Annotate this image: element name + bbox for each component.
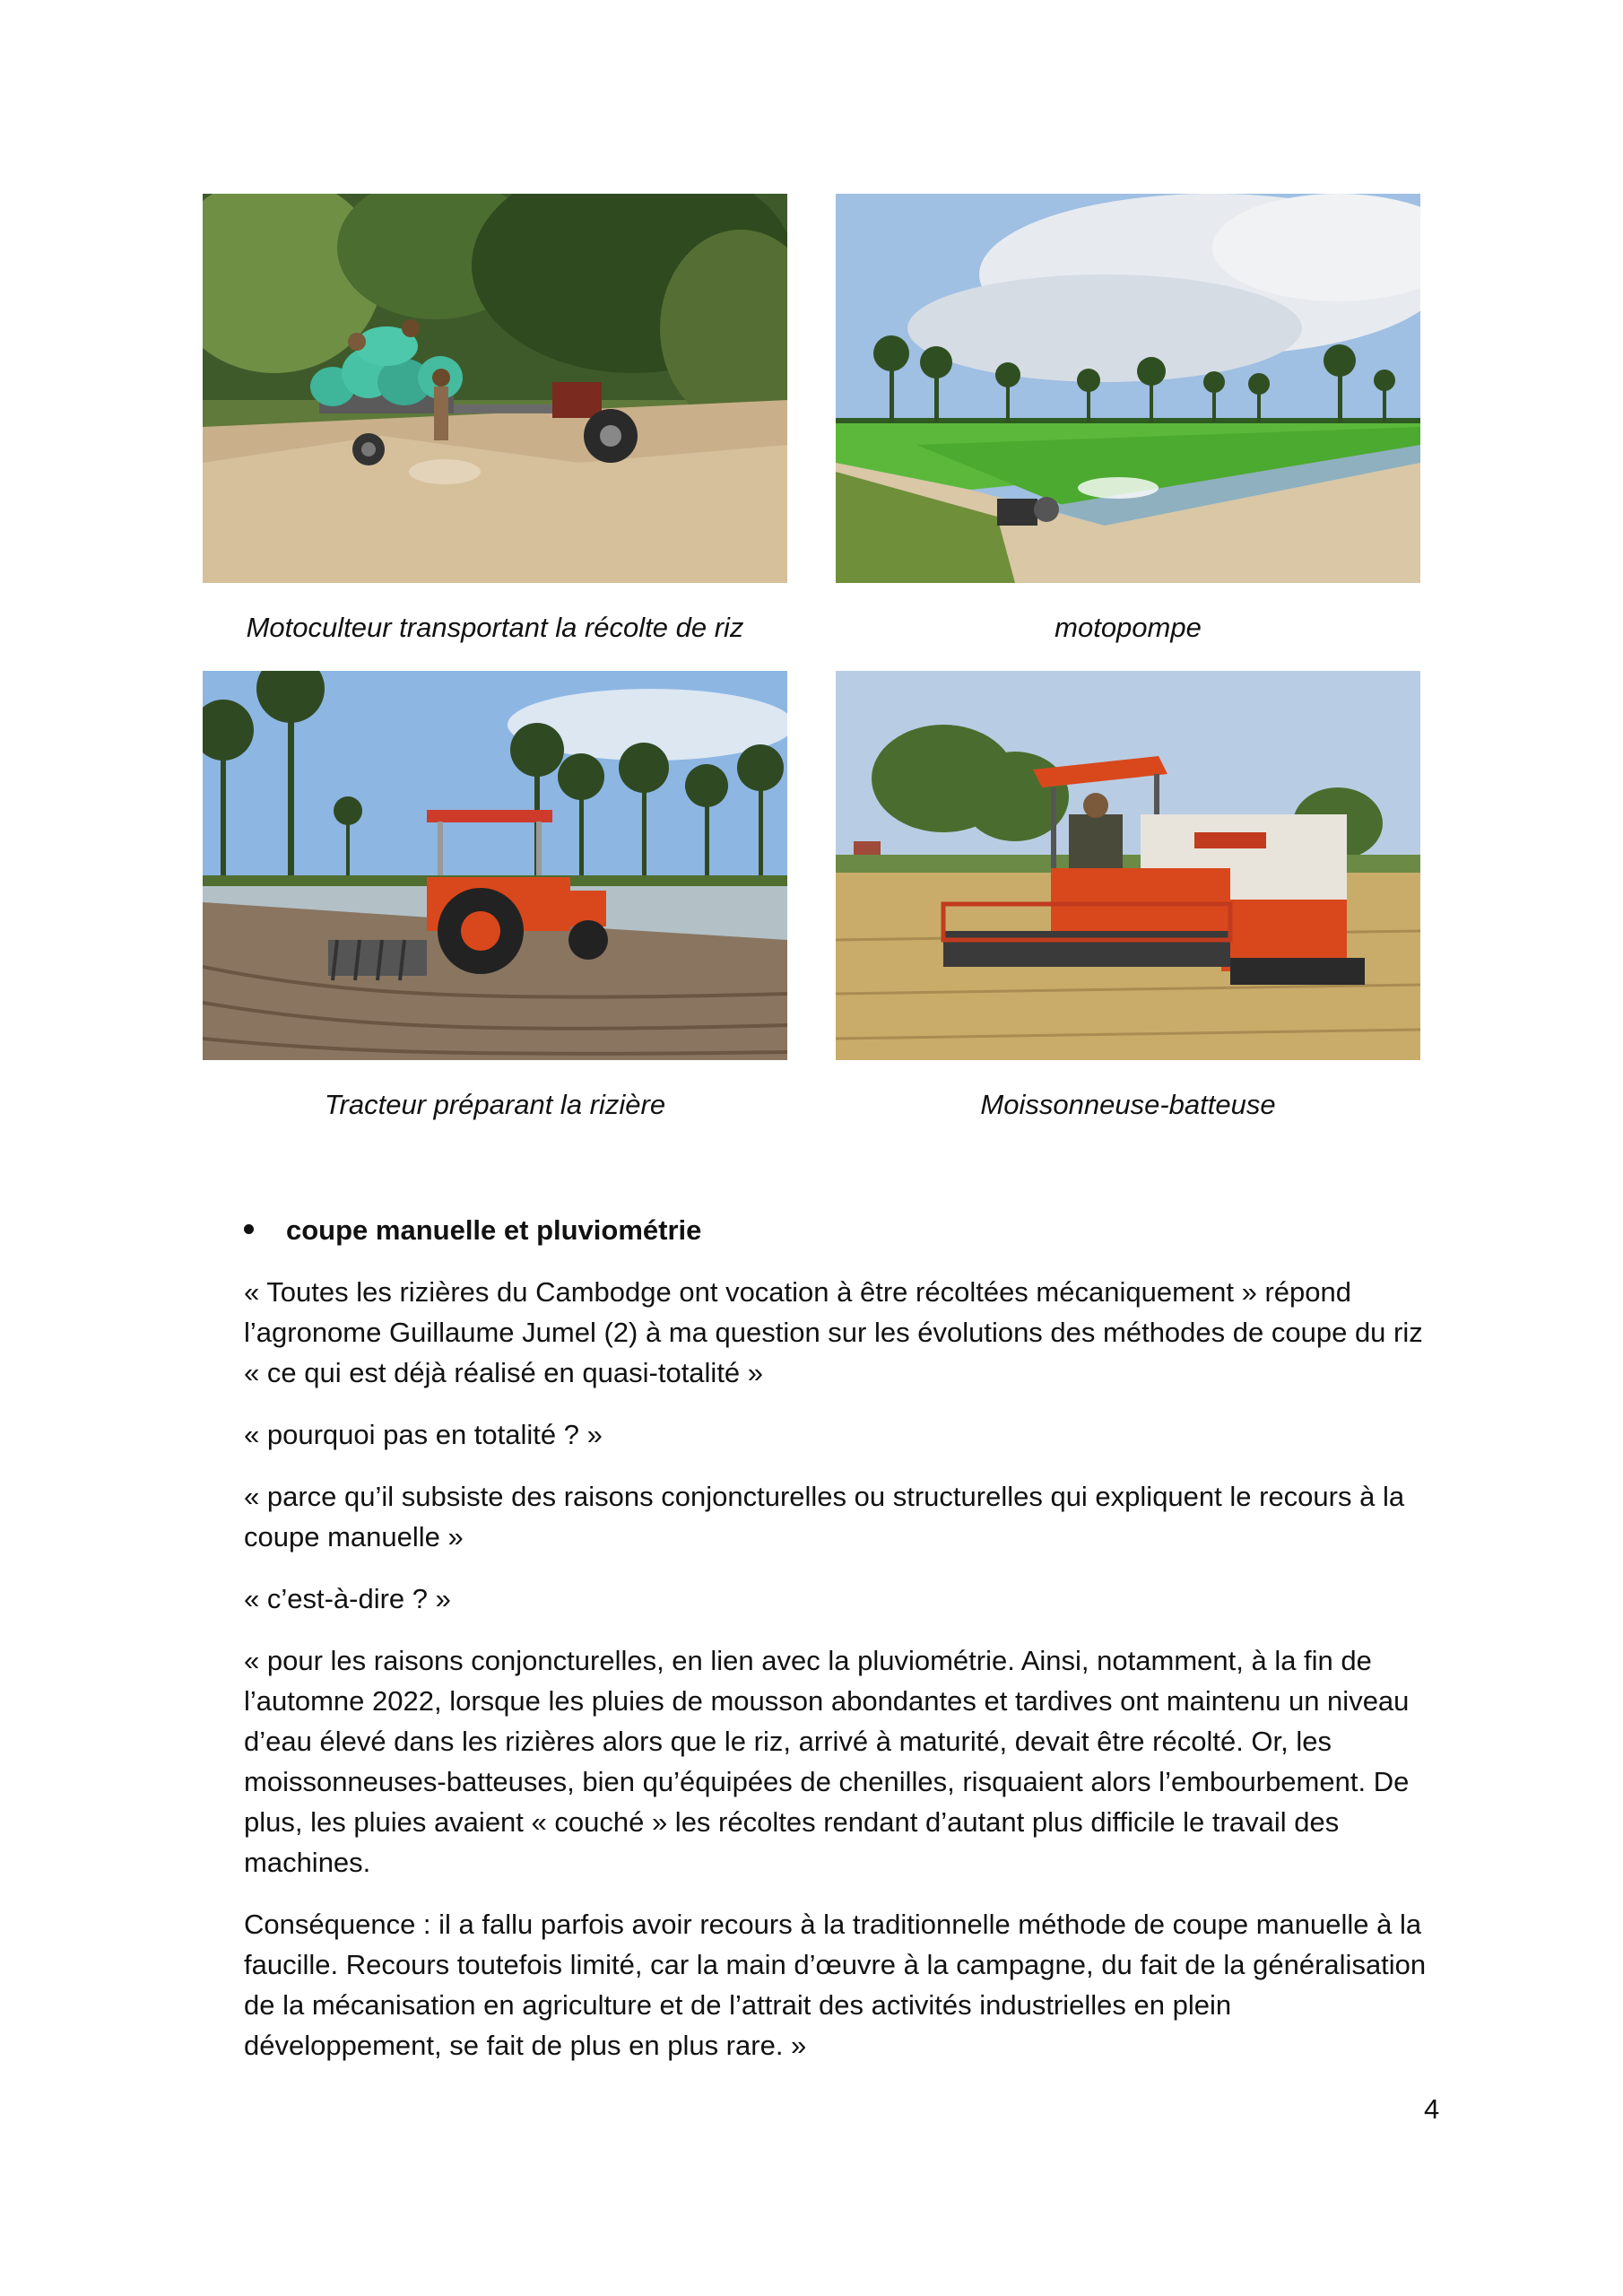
photo-water-pump-field — [836, 194, 1420, 583]
paragraph: « parce qu’il subsiste des raisons conjoncturelles ou structurelles qui expliquent le recours à la coupe manuelle » — [244, 1481, 1405, 1552]
section-heading: coupe manuelle et pluviométrie — [286, 1214, 702, 1246]
photo-caption: Moissonneuse-batteuse — [980, 1089, 1276, 1120]
photo-tractor-paddy — [203, 671, 787, 1060]
photo-caption: motopompe — [1055, 612, 1202, 643]
photo-combine-harvester — [836, 671, 1420, 1060]
paragraph: Conséquence : il a fallu parfois avoir recours à la traditionnelle méthode de coupe manuelle à la faucille. Recours toutefois limité, car la main d’œuvre à la campagne, du fait de la généralisation de la mécanisation en agriculture et de l’attrait des activités industrielles en plein développement, se fait de plus en plus rare. » — [244, 1909, 1427, 2061]
photo-caption: Tracteur préparant la rizière — [324, 1089, 666, 1120]
paragraph: « c’est-à-dire ? » — [244, 1583, 451, 1614]
page-number: 4 — [1424, 2093, 1440, 2125]
section-heading-row — [244, 1213, 701, 1248]
photo-tiller-rice-harvest — [203, 194, 787, 583]
photo-caption: Motoculteur transportant la récolte de riz — [246, 612, 744, 643]
article-body — [244, 1272, 1436, 2087]
paragraph: « pour les raisons conjoncturelles, en lien avec la pluviométrie. Ainsi, notamment, à la fin de l’automne 2022, lorsque les pluies de mousson abondantes et tardives ont maintenu un niveau d’eau élevé dans les rizières alors que le riz, arrivé à maturité, devait être récolté. Or, les moissonneuses-batteuses, bien qu’équipées de chenilles, risquaient alors l’embourbement. De plus, les pluies avaient « couché » les récoltes rendant d’autant plus difficile le travail des machines. — [244, 1645, 1410, 1878]
paragraph: « pourquoi pas en totalité ? » — [244, 1419, 603, 1450]
paragraph: « Toutes les rizières du Cambodge ont vocation à être récoltées mécaniquement » répond l’agronome Guillaume Jumel (2) à ma question sur les évolutions des méthodes de coupe du riz « ce qui est déjà réalisé en quasi-totalité » — [244, 1276, 1423, 1388]
bullet-icon — [244, 1224, 254, 1234]
